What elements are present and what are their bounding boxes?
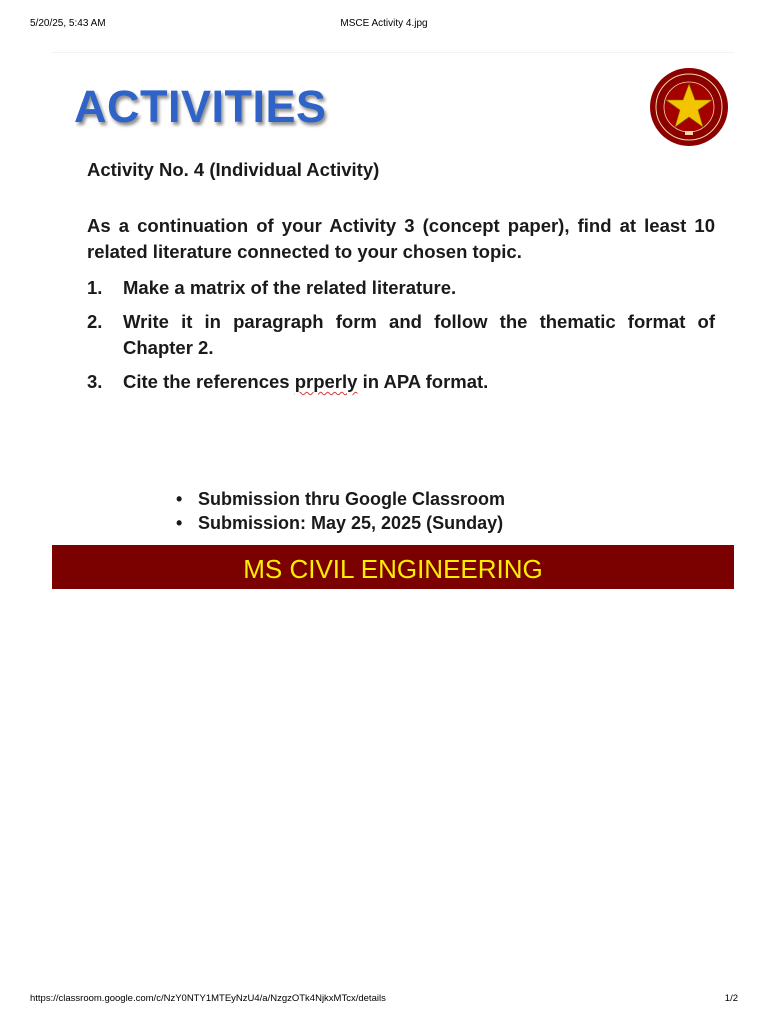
instruction-item (87, 309, 715, 361)
activity-heading: Activity No. 4 (Individual Activity) (87, 159, 380, 180)
program-banner (52, 545, 734, 589)
instruction-text: Make a matrix of the related literature. (123, 277, 457, 298)
activity-intro: As a continuation of your Activity 3 (concept paper), find at least 10 related literature connected to your chosen topic. (87, 215, 715, 262)
submission-item: • Submission thru Google Classroom (172, 487, 505, 511)
instruction-text-start: Cite the references (123, 371, 295, 392)
page-number: 1/2 (724, 993, 738, 1004)
instruction-text-end: in APA format. (357, 371, 489, 392)
activities-title: ACTIVITIES (74, 81, 327, 132)
print-timestamp: 5/20/25, 5:43 AM (30, 18, 106, 29)
submission-item: • Submission: May 25, 2025 (Sunday) (172, 511, 505, 535)
misspelled-word: prperly (294, 371, 358, 392)
instruction-item (87, 275, 715, 301)
instruction-item (87, 369, 715, 395)
print-title: MSCE Activity 4.jpg (340, 18, 428, 29)
instruction-text: Write it in paragraph form and follow the thematic format of Chapter 2. (123, 311, 715, 358)
instruction-number: 3. (87, 371, 103, 392)
print-footer (30, 993, 738, 1007)
submission-list (172, 487, 505, 535)
program-banner-text: MS CIVIL ENGINEERING (243, 554, 543, 584)
print-header (30, 18, 738, 34)
activity-sheet (52, 52, 734, 589)
university-seal-icon (649, 67, 729, 147)
instruction-number: 1. (87, 277, 103, 298)
instruction-list (87, 275, 715, 403)
instruction-number: 2. (87, 311, 103, 332)
page-url: https://classroom.google.com/c/NzY0NTY1MTEyNzU4/a/NzgzOTk4NjkxMTcx/details (30, 993, 386, 1004)
